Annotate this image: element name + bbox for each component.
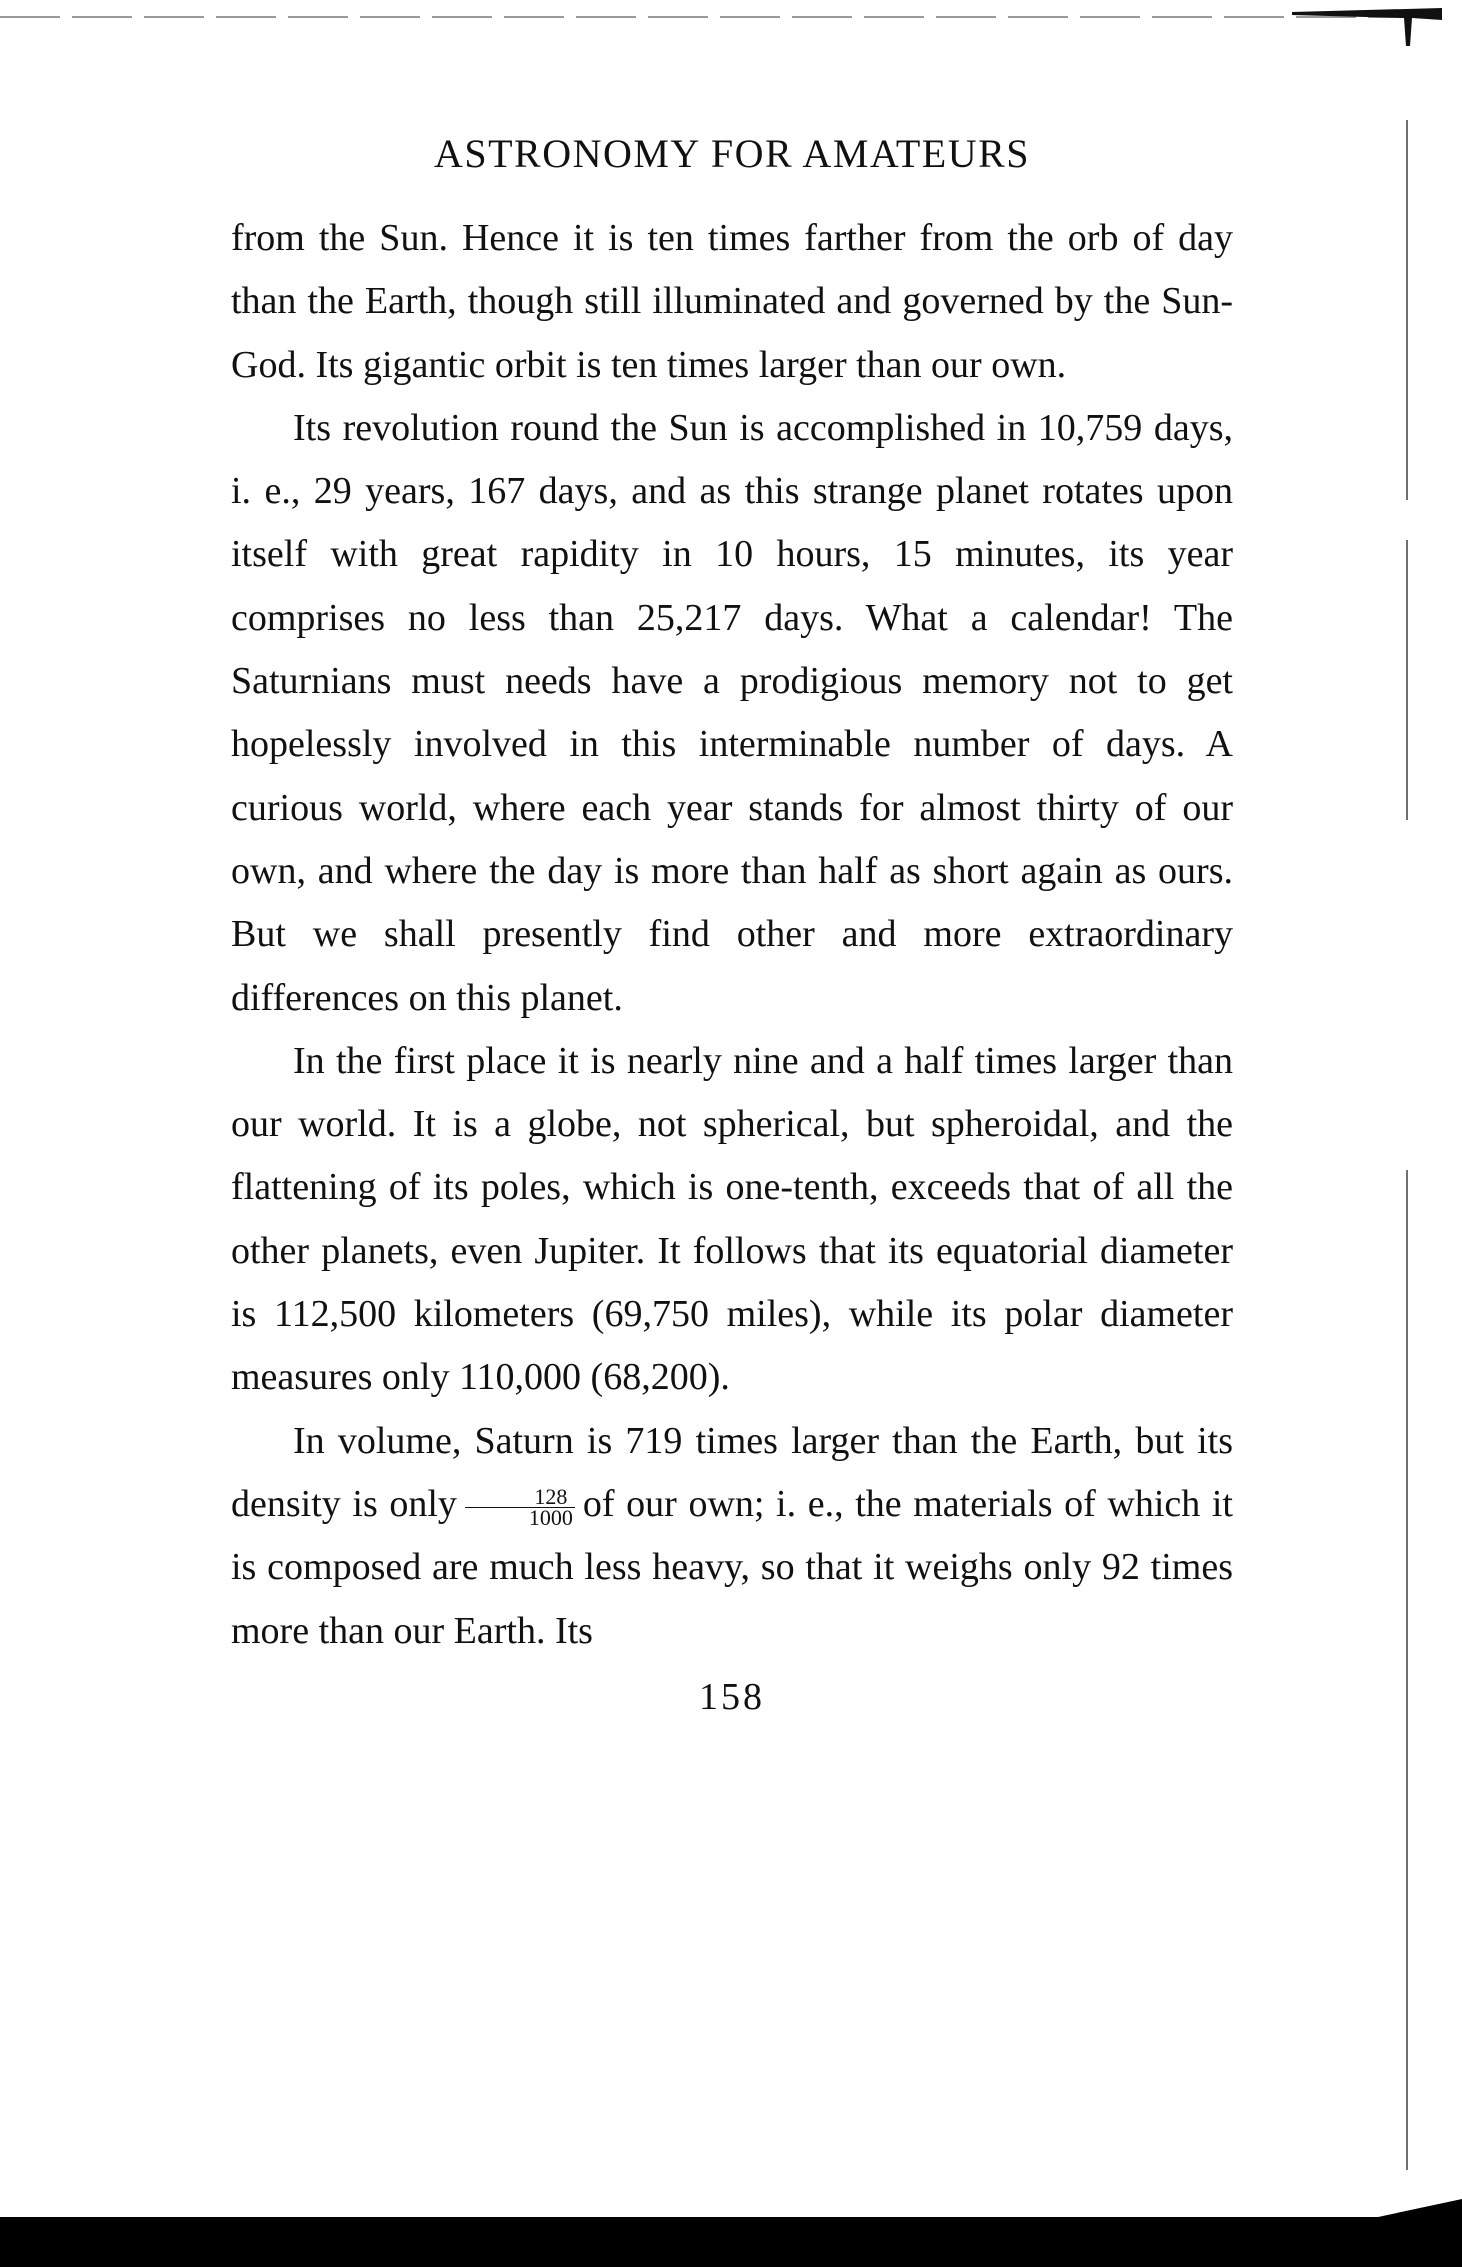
fraction-denominator: 1000	[528, 1504, 573, 1530]
scan-bottom-bar	[0, 2217, 1462, 2267]
paragraph-4	[231, 1410, 1233, 1663]
scan-right-edge	[1406, 120, 1408, 2170]
paragraph-3: In the first place it is nearly nine and a half times larger than our world. It is a globe, not spherical, but spheroidal, and the flattening of its poles, which is one-tenth, exceeds that of all the other planets, even Jupiter. It follows that its equatorial diameter is 112,500 kilometers (69,750 miles), while its polar diameter measures only 110,000 (68,200).	[231, 1039, 1233, 1399]
scan-top-rule	[0, 16, 1430, 18]
fraction-numerator: 128	[465, 1487, 575, 1508]
running-head: ASTRONOMY FOR AMATEURS	[433, 131, 1031, 176]
paragraph-2: Its revolution round the Sun is accomplished in 10,759 days, i. e., 29 years, 167 days, and as this strange planet rotates upon itself with great rapidity in 10 hours, 15 minutes, its year comprises no less than 25,217 days. What a calendar! The Saturnians must needs have a prodigious memory not to get hopelessly involved in this interminable number of days. A curious world, where each year stands for almost thirty of our own, and where the day is more than half as short again as ours. But we shall presently find other and more extraordinary differences on this planet.	[231, 406, 1233, 1019]
paragraph-4-end: of our own; i. e., the materials of which it is composed are much less heavy, so that it weighs only 92 times more than our Earth. Its	[231, 1482, 1233, 1652]
book-page	[231, 130, 1233, 1719]
page-number: 158	[699, 1675, 765, 1718]
paragraph-4-start: In volume, Saturn is 719 times larger than the Earth, but its density is only	[231, 1419, 1233, 1525]
density-fraction	[465, 1483, 575, 1530]
scan-corner-mark	[1292, 6, 1442, 46]
paragraph-1: from the Sun. Hence it is ten times farther from the orb of day than the Earth, though still illuminated and governed by the Sun-God. Its gigantic orbit is ten times larger than our own.	[231, 217, 1233, 386]
